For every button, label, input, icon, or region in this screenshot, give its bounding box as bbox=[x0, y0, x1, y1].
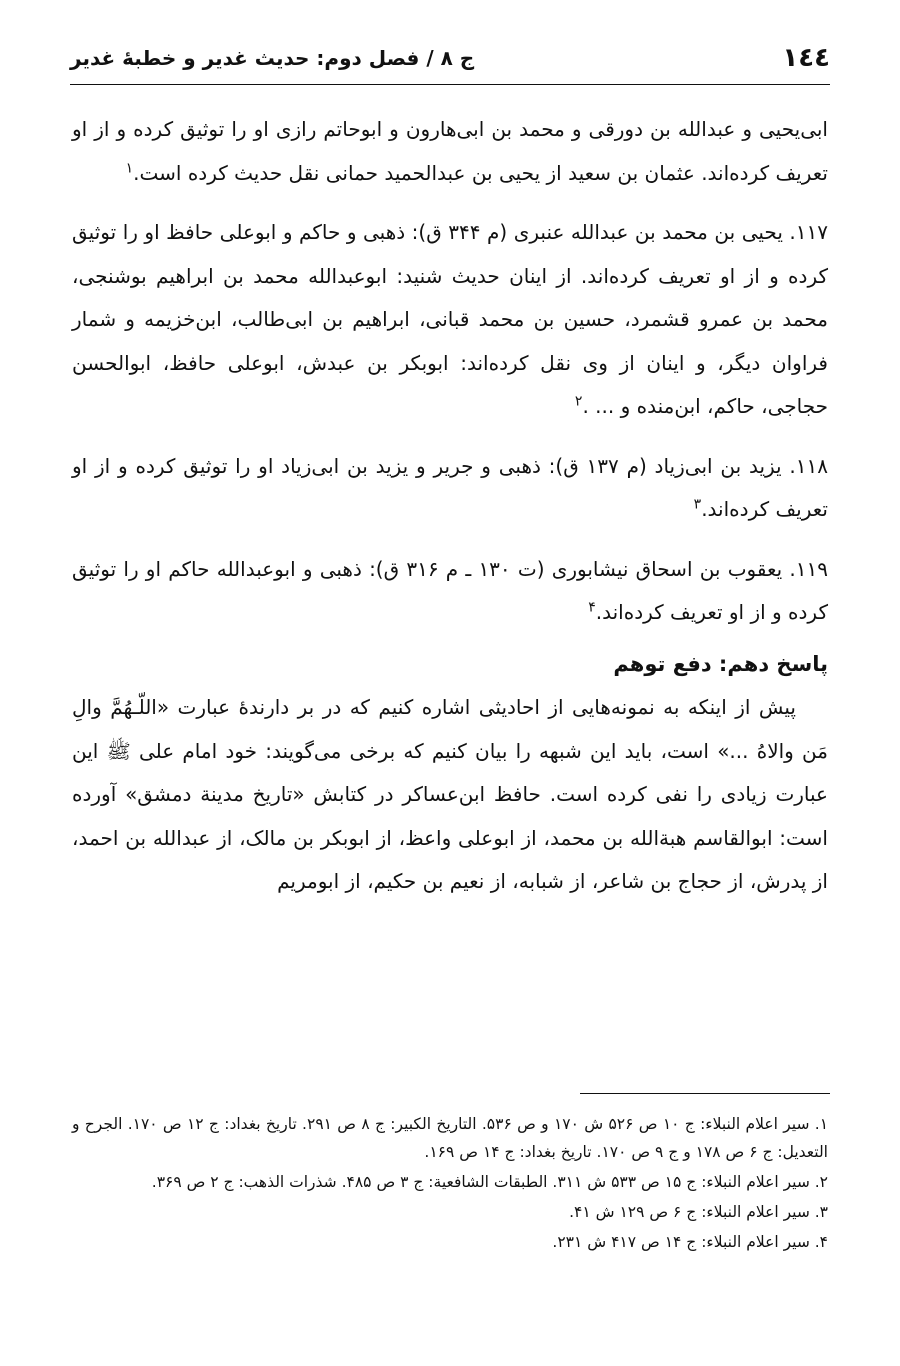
footnote-ref-1: ۱ bbox=[125, 159, 134, 176]
footnote-ref-4: ۴ bbox=[588, 599, 596, 616]
footnote-ref-2: ۲ bbox=[574, 393, 583, 410]
section-heading: پاسخ دهم: دفع توهم bbox=[613, 651, 828, 676]
footnote-3: ۳. سیر اعلام النبلاء: ج ۶ ص ۱۲۹ ش ۴۱. bbox=[569, 1203, 828, 1221]
footnote-divider bbox=[580, 1093, 830, 1094]
footnotes bbox=[72, 1110, 828, 1258]
page-header bbox=[70, 38, 830, 78]
footnote-1: ۱. سیر اعلام النبلاء: ج ۱۰ ص ۵۲۶ ش ۱۷۰ و ص ۵۳۶. التاریخ الکبیر: ج ۸ ص ۲۹۱. تاریخ بغداد: ج ۱۲ ص ۱۷۰. الجرح و التعدیل: ج ۶ ص ۱۷۸ و ج ۹ ص ۱۷۰. تاریخ بغداد: ج ۱۴ ص ۱۶۹. bbox=[72, 1115, 829, 1161]
header-divider bbox=[70, 84, 830, 85]
running-head: ج ۸ / فصل دوم: حدیث غدیر و خطبهٔ غدیر bbox=[70, 46, 475, 70]
paragraph-1-text: ابی‌یحیی و عبدالله بن دورقی و محمد بن ابی‌هارون و ابوحاتم رازی او را توثیق کرده و از او تعریف کرده‌اند. عثمان بن سعید از یحیی بن عبدالحمید حمانی نقل حدیث کرده است. bbox=[72, 117, 828, 185]
paragraph-119 bbox=[72, 548, 828, 635]
page-number: ١٤٤ bbox=[782, 43, 830, 73]
footnote-4: ۴. سیر اعلام النبلاء: ج ۱۴ ص ۴۱۷ ش ۲۳۱. bbox=[552, 1233, 828, 1251]
footnote-ref-3: ۳ bbox=[693, 496, 702, 513]
paragraph-119-text: ۱۱۹. یعقوب بن اسحاق نیشابوری (ت ۱۳۰ ـ م ۳۱۶ ق): ذهبی و ابوعبدالله حاکم او را توثیق کرده و از او تعریف کرده‌اند. bbox=[72, 556, 828, 624]
paragraph-117-text: ۱۱۷. یحیی بن محمد بن عبدالله عنبری (م ۳۴۴ ق): ذهبی و حاکم و ابوعلی حافظ او را توثیق کرده و از او تعریف کرده‌اند. از اینان حدیث شنید: ابوعبدالله محمد بن ابراهیم بوشنجی، محمد بن عمرو قشمرد، حسین بن محمد قبانی، ابراهیم بن ابی‌طالب، ابن‌خزیمه و شمار فراوان دیگر، و اینان از وی نقل کرده‌اند: ابوبکر بن عبدش، ابوعلی حافظ، ابوالحسن حجاجی، حاکم، ابن‌منده و ... . bbox=[72, 220, 828, 418]
paragraph-118-text: ۱۱۸. یزید بن ابی‌زیاد (م ۱۳۷ ق): ذهبی و جریر و یزید بن ابی‌زیاد او را توثیق کرده و از او تعریف کرده‌اند. bbox=[72, 453, 828, 521]
paragraph-117 bbox=[72, 211, 828, 429]
paragraph-118 bbox=[72, 445, 828, 532]
paragraph-1 bbox=[72, 108, 828, 195]
footnote-2: ۲. سیر اعلام النبلاء: ج ۱۵ ص ۵۳۳ ش ۳۱۱. الطبقات الشافعیة: ج ۳ ص ۴۸۵. شذرات الذهب: ج ۲ ص ۳۶۹. bbox=[151, 1173, 828, 1191]
paragraph-section-text: پیش از اینکه به نمونه‌هایی از احادیثی اشاره کنیم که در بر دارندهٔ عبارت «اللّـهُمَّ والِ مَن والاهُ ...» است، باید این شبهه را بیان کنیم که برخی می‌گویند: خود امام علی ﷺ این عبارت زیادی را نفی کرده است. حافظ ابن‌عساکر در کتابش «تاریخ مدینة دمشق» آورده است: ابوالقاسم هبة‌الله بن محمد، از ابوعلی واعظ، از ابوبکر بن مالک، از عبدالله بن احمد، از پدرش، از حجاج بن شاعر، از شبابه، از نعیم بن حکیم، از ابومریم bbox=[72, 695, 828, 893]
main-text bbox=[72, 108, 828, 904]
